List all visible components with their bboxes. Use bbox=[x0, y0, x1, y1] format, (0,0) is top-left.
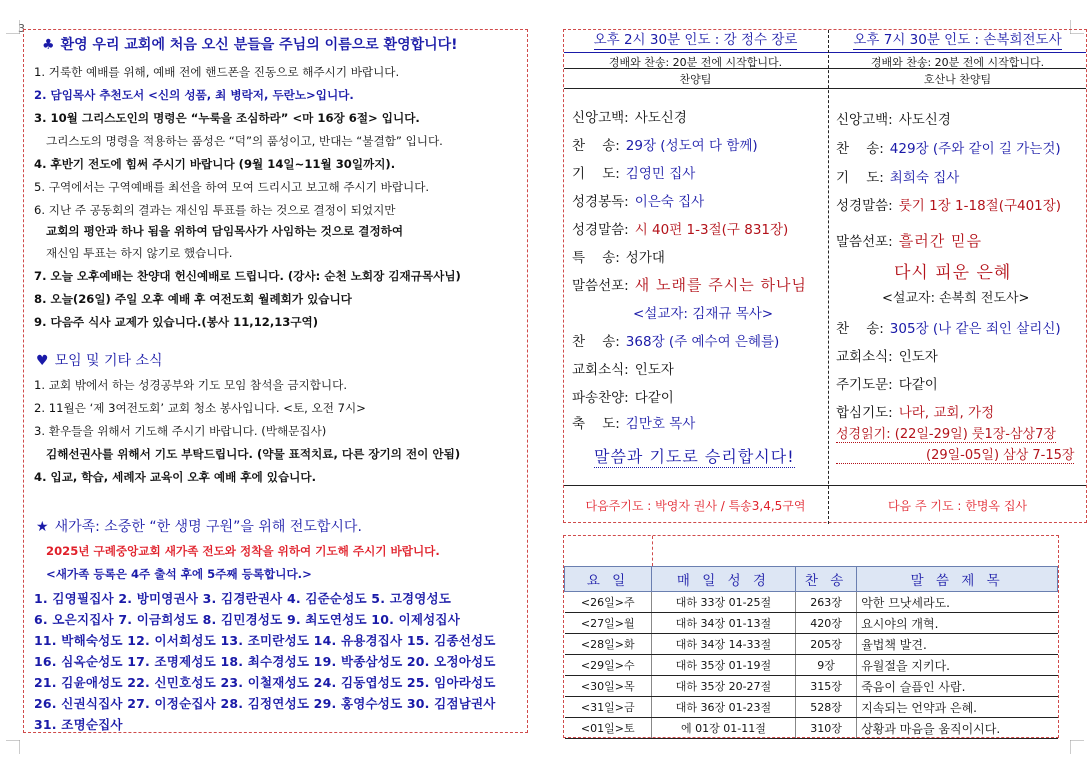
evening-sermon-line2: 다시 피운 은혜 bbox=[894, 263, 1012, 283]
schedule-cell-title: 악한 므낫세라도. bbox=[857, 592, 1058, 613]
announcement-line: 5. 구역에서는 구역예배를 최선을 하여 모여 드리시고 보고해 주시기 바랍니다. bbox=[34, 180, 430, 194]
order-item-value: 이은숙 집사 bbox=[634, 194, 705, 210]
order-item bbox=[627, 302, 773, 322]
schedule-cell-day: <27일>월 bbox=[565, 613, 652, 634]
order-item-label: 성경말씀: bbox=[836, 198, 893, 214]
schedule-cell-title: 율법책 발견. bbox=[857, 634, 1058, 655]
order-item-value: 다같이 bbox=[634, 390, 674, 406]
order-item-label: 말씀선포: bbox=[572, 278, 629, 294]
newfamily-prayer-line: 2025년 구례중앙교회 새가족 전도와 정착을 위하여 기도해 주시기 바랍니다. bbox=[46, 544, 440, 558]
order-item-value: 인도자 bbox=[898, 349, 938, 365]
announcement-line: 그리스도의 명령을 적용하는 품성은 “덕”의 품성이고, 반대는 “불결함” 입니다. bbox=[46, 134, 443, 148]
evening-praise-team: 호산나 찬양팀 bbox=[923, 73, 992, 86]
schedule-cell-title: 죽음이 슬픔인 사람. bbox=[857, 676, 1058, 697]
schedule-cell-title: 요시야의 개혁. bbox=[857, 613, 1058, 634]
closing-slogan: 말씀과 기도로 승리합시다! bbox=[594, 444, 795, 468]
order-item bbox=[836, 345, 938, 365]
order-item-value: 인도자 bbox=[634, 362, 674, 378]
schedule-cell-reading: 대하 34장 14-33절 bbox=[652, 634, 796, 655]
announcement-line: 8. 오늘(26일) 주일 오후 예배 후 여전도회 월례회가 있습니다 bbox=[34, 292, 352, 306]
meeting-line: 1. 교회 밖에서 하는 성경공부와 기도 모임 참석을 금지합니다. bbox=[34, 378, 348, 392]
announcement-line: 3. 10월 그리스도인의 명령은 “누룩을 조심하라” <마 16장 6절> 입니다. bbox=[34, 111, 420, 125]
schedule-cell-hymn: 315장 bbox=[795, 676, 856, 697]
schedule-row bbox=[565, 655, 1058, 676]
schedule-cell-reading: 에 01장 01-11절 bbox=[652, 718, 796, 739]
page-number: 3 bbox=[18, 22, 25, 35]
heart-icon: ♥ bbox=[36, 353, 49, 369]
order-item-label: 신앙고백: bbox=[836, 112, 893, 128]
schedule-cell-reading: 대하 33장 01-25절 bbox=[652, 592, 796, 613]
newfamily-names-row: 31. 조명순집사 bbox=[34, 717, 123, 732]
schedule-cell-hymn: 205장 bbox=[795, 634, 856, 655]
order-item-value: 사도신경 bbox=[634, 110, 687, 126]
afternoon-praise-team: 찬양팀 bbox=[679, 73, 712, 86]
schedule-cell-hymn: 310장 bbox=[795, 718, 856, 739]
afternoon-next-prayer: 다음주기도 : 박영자 권사 / 특송3,4,5구역 bbox=[585, 499, 806, 513]
evening-preacher: <설교자: 손복희 전도사> bbox=[882, 291, 1030, 306]
schedule-cell-hymn: 420장 bbox=[795, 613, 856, 634]
newfamily-names-row: 16. 심옥순성도 17. 조명제성도 18. 최수경성도 19. 박종삼성도 20. 오정아성도 bbox=[34, 654, 496, 669]
announcement-line: 7. 오늘 오후예배는 찬양대 헌신예배로 드립니다. (강사: 순천 노회장 김재규목사님) bbox=[34, 269, 461, 283]
order-item bbox=[836, 194, 1061, 214]
order-item-value: 368장 (주 예수여 은혜를) bbox=[625, 334, 780, 350]
schedule-row bbox=[565, 697, 1058, 718]
schedule-cell-reading: 대하 35장 20-27절 bbox=[652, 676, 796, 697]
order-item bbox=[572, 330, 779, 350]
order-item-label: 교회소식: bbox=[836, 349, 893, 365]
order-item-value: 흘러간 믿음 bbox=[898, 232, 982, 250]
schedule-cell-day: <30일>목 bbox=[565, 676, 652, 697]
newfamily-names-row: 6. 오은지집사 7. 이금희성도 8. 김민경성도 9. 최도연성도 10. 이제성집사 bbox=[34, 612, 460, 627]
order-item-value: 29장 (성도여 다 함께) bbox=[625, 138, 758, 154]
order-item bbox=[572, 162, 695, 182]
announcements-panel bbox=[23, 29, 528, 733]
schedule-cell-hymn: 263장 bbox=[795, 592, 856, 613]
order-item-value: 성가대 bbox=[625, 250, 665, 266]
order-item-label: 말씀선포: bbox=[836, 234, 893, 250]
order-item-value: 429장 (주와 같이 길 가는것) bbox=[889, 141, 1061, 157]
order-item bbox=[836, 166, 959, 186]
meeting-line: 2. 11월은 ‘제 3여전도회’ 교회 청소 봉사입니다. <토, 오전 7시> bbox=[34, 401, 366, 415]
order-item-label: 합심기도: bbox=[836, 405, 893, 421]
order-item-value: 시 40편 1-3절(구 831장) bbox=[634, 222, 789, 238]
daily-reading-schedule bbox=[563, 535, 1059, 738]
meeting-line: 4. 입교, 학습, 세례자 교육이 오후 예배 후에 있습니다. bbox=[34, 470, 316, 484]
crop-mark-icon bbox=[6, 20, 20, 34]
order-item-label: 축 도: bbox=[572, 416, 620, 432]
schedule-cell-hymn: 9장 bbox=[795, 655, 856, 676]
order-item-value: 최희숙 집사 bbox=[889, 170, 960, 186]
schedule-cell-hymn: 528장 bbox=[795, 697, 856, 718]
schedule-row bbox=[565, 592, 1058, 613]
meeting-line: 3. 환우들을 위해서 기도해 주시기 바랍니다. (박해문집사) bbox=[34, 424, 327, 438]
newfamily-names-row: 11. 박해숙성도 12. 이서희성도 13. 조미란성도 14. 유용경집사 15. 김종선성도 bbox=[34, 633, 496, 648]
col-reading: 매 일 성 경 bbox=[652, 567, 796, 592]
order-item bbox=[836, 401, 994, 421]
order-item bbox=[572, 106, 687, 126]
order-item bbox=[572, 274, 807, 295]
newfamily-heading: ★ 새가족: 소중한 “한 생명 구원”을 위해 전도합시다. bbox=[36, 519, 362, 535]
schedule-cell-reading: 대하 34장 01-13절 bbox=[652, 613, 796, 634]
order-item-value: 룻기 1장 1-18절(구401장) bbox=[898, 198, 1062, 214]
order-item-label: 찬 송: bbox=[836, 321, 884, 337]
schedule-cell-title: 상황과 마음을 움직이시다. bbox=[857, 718, 1058, 739]
col-day: 요 일 bbox=[565, 567, 652, 592]
evening-next-prayer: 다음 주 기도 : 한명옥 집사 bbox=[887, 499, 1028, 513]
order-item bbox=[572, 218, 788, 238]
schedule-cell-reading: 대하 36장 01-23절 bbox=[652, 697, 796, 718]
crop-mark-icon bbox=[6, 740, 20, 754]
evening-service-header: 오후 7시 30분 인도 : 손복희전도사 bbox=[853, 32, 1062, 48]
order-item-label: 주기도문: bbox=[836, 377, 893, 393]
order-item-label: 찬 송: bbox=[572, 334, 620, 350]
order-item-label: 기 도: bbox=[572, 166, 620, 182]
order-item-label: 성경말씀: bbox=[572, 222, 629, 238]
schedule-cell-day: <26일>주 bbox=[565, 592, 652, 613]
col-title: 말 씀 제 목 bbox=[857, 567, 1058, 592]
order-item-label: 신앙고백: bbox=[572, 110, 629, 126]
crop-mark-icon bbox=[1070, 740, 1084, 754]
schedule-row bbox=[565, 613, 1058, 634]
worship-order-panel bbox=[563, 29, 1087, 523]
order-item-value: 305장 (나 같은 죄인 살리신) bbox=[889, 321, 1061, 337]
order-item bbox=[836, 230, 982, 251]
order-item bbox=[572, 134, 758, 154]
meeting-line: 김해선권사를 위해서 기도 부탁드립니다. (약물 표적치료, 다른 장기의 전이 안됨) bbox=[46, 447, 461, 461]
schedule-cell-day: <31일>금 bbox=[565, 697, 652, 718]
order-item-label: 파송찬양: bbox=[572, 390, 629, 406]
club-icon: ♣ bbox=[42, 37, 55, 53]
afternoon-praise-note: 경배와 찬송: 20분 전에 시작합니다. bbox=[608, 56, 783, 69]
schedule-row bbox=[565, 634, 1058, 655]
announcement-line: 교회의 평안과 하나 됨을 위하여 담임목사가 사임하는 것으로 결정하여 bbox=[46, 224, 404, 238]
order-item-value: 다같이 bbox=[898, 377, 938, 393]
schedule-cell-reading: 대하 35장 01-19절 bbox=[652, 655, 796, 676]
order-item-value: 김만호 목사 bbox=[625, 416, 696, 432]
order-item bbox=[572, 246, 665, 266]
order-item bbox=[572, 358, 674, 378]
schedule-cell-day: <01일>토 bbox=[565, 718, 652, 739]
order-item bbox=[572, 412, 695, 432]
schedule-cell-day: <29일>수 bbox=[565, 655, 652, 676]
afternoon-service-header: 오후 2시 30분 인도 : 강 정수 장로 bbox=[593, 32, 798, 48]
evening-praise-note: 경배와 찬송: 20분 전에 시작합니다. bbox=[870, 56, 1045, 69]
order-item-value: <설교자: 김재규 목사> bbox=[633, 306, 774, 322]
newfamily-names-row: 26. 신권식집사 27. 이정순집사 28. 김정연성도 29. 홍영수성도 30. 김점남권사 bbox=[34, 696, 496, 711]
order-item-value: 새 노래를 주시는 하나님 bbox=[634, 276, 807, 294]
order-item-value: 나라, 교회, 가정 bbox=[898, 405, 995, 421]
welcome-heading: ♣ 환영 우리 교회에 처음 오신 분들을 주님의 이름으로 환영합니다! bbox=[42, 37, 458, 53]
announcement-line: 9. 다음주 식사 교제가 있습니다.(봉사 11,12,13구역) bbox=[34, 315, 319, 329]
order-item bbox=[836, 108, 951, 128]
col-hymn: 찬 송 bbox=[795, 567, 856, 592]
order-item-label: 찬 송: bbox=[836, 141, 884, 157]
order-item bbox=[572, 190, 704, 210]
order-item-label: 특 송: bbox=[572, 250, 620, 266]
schedule-row bbox=[565, 718, 1058, 739]
schedule-cell-day: <28일>화 bbox=[565, 634, 652, 655]
announcement-line: 1. 거룩한 예배를 위해, 예배 전에 핸드폰을 진동으로 해주시기 바랍니다. bbox=[34, 65, 400, 79]
announcement-line: 재신임 투표는 하지 않기로 했습니다. bbox=[46, 246, 233, 260]
order-item-label: 성경봉독: bbox=[572, 194, 629, 210]
schedule-table bbox=[564, 566, 1058, 739]
schedule-row bbox=[565, 676, 1058, 697]
bible-reading-2: (29일-05일) 삼상 7-15장 bbox=[836, 444, 1074, 464]
announcement-line: 2. 담임목사 추천도서 <신의 성품, 최 병락저, 두란노>입니다. bbox=[34, 88, 354, 102]
order-item bbox=[572, 386, 674, 406]
schedule-cell-title: 지속되는 언약과 은혜. bbox=[857, 697, 1058, 718]
order-item-value: 사도신경 bbox=[898, 112, 951, 128]
bible-reading-1: 성경읽기: (22일-29일) 룻1장-삼상7장 bbox=[836, 423, 1056, 443]
meetings-heading: ♥ 모임 및 기타 소식 bbox=[36, 353, 163, 369]
schedule-cell-title: 유월절을 지키다. bbox=[857, 655, 1058, 676]
order-item-value: 김영민 집사 bbox=[625, 166, 696, 182]
order-item bbox=[836, 137, 1061, 157]
order-item bbox=[836, 373, 938, 393]
star-icon: ★ bbox=[36, 519, 49, 535]
order-item-label: 찬 송: bbox=[572, 138, 620, 154]
announcement-line: 4. 후반기 전도에 힘써 주시기 바랍니다 (9월 14일~11월 30일까지). bbox=[34, 157, 396, 171]
schedule-header-row bbox=[565, 567, 1058, 592]
order-item bbox=[836, 317, 1061, 337]
newfamily-registration-line: <새가족 등록은 4주 출석 후에 5주째 등록합니다.> bbox=[46, 567, 312, 581]
newfamily-names-row: 21. 김윤애성도 22. 신민호성도 23. 이철재성도 24. 김동엽성도 25. 임아라성도 bbox=[34, 675, 496, 690]
newfamily-names-row: 1. 김영필집사 2. 방미영권사 3. 김경란권사 4. 김준순성도 5. 고경영성도 bbox=[34, 591, 452, 606]
announcement-line: 6. 지난 주 공동회의 결과는 재신임 투표를 하는 것으로 결정이 되었지만 bbox=[34, 203, 396, 217]
order-item-label: 기 도: bbox=[836, 170, 884, 186]
order-item-label: 교회소식: bbox=[572, 362, 629, 378]
